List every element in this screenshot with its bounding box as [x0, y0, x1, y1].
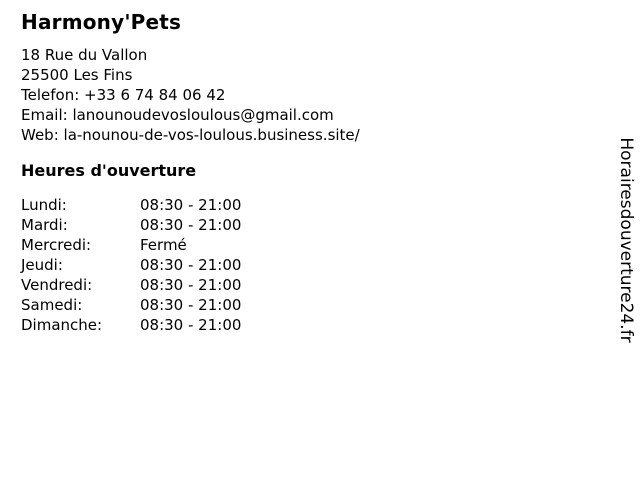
opening-hours-table	[21, 195, 360, 335]
hours-row	[21, 215, 360, 235]
hours-row	[21, 275, 360, 295]
hours-row	[21, 195, 360, 215]
day-hours: 08:30 - 21:00	[140, 216, 242, 234]
email-line: Email: lanounoudevosloulous@gmail.com	[21, 106, 334, 124]
opening-hours-heading: Heures d'ouverture	[21, 161, 197, 180]
business-info-card	[21, 11, 360, 335]
watermark-vertical-text: Horairesdouverture24.fr	[616, 137, 636, 343]
hours-row	[21, 255, 360, 275]
day-label: Samedi:	[21, 296, 83, 314]
phone-line: Telefon: +33 6 74 84 06 42	[21, 86, 226, 104]
day-hours: 08:30 - 21:00	[140, 196, 242, 214]
contact-block	[21, 45, 360, 145]
business-name: Harmony'Pets	[21, 10, 182, 34]
day-label: Mardi:	[21, 216, 68, 234]
day-label: Jeudi:	[21, 256, 63, 274]
address-line-2: 25500 Les Fins	[21, 66, 133, 84]
day-label: Mercredi:	[21, 236, 92, 254]
day-label: Vendredi:	[21, 276, 93, 294]
day-hours: 08:30 - 21:00	[140, 296, 242, 314]
address-line-1: 18 Rue du Vallon	[21, 46, 148, 64]
day-label: Lundi:	[21, 196, 67, 214]
day-label: Dimanche:	[21, 316, 103, 334]
day-hours: 08:30 - 21:00	[140, 316, 242, 334]
web-line: Web: la-nounou-de-vos-loulous.business.site/	[21, 126, 360, 144]
day-hours: 08:30 - 21:00	[140, 256, 242, 274]
hours-row	[21, 235, 360, 255]
day-hours: 08:30 - 21:00	[140, 276, 242, 294]
hours-row	[21, 295, 360, 315]
hours-row	[21, 315, 360, 335]
day-hours: Fermé	[140, 236, 187, 254]
